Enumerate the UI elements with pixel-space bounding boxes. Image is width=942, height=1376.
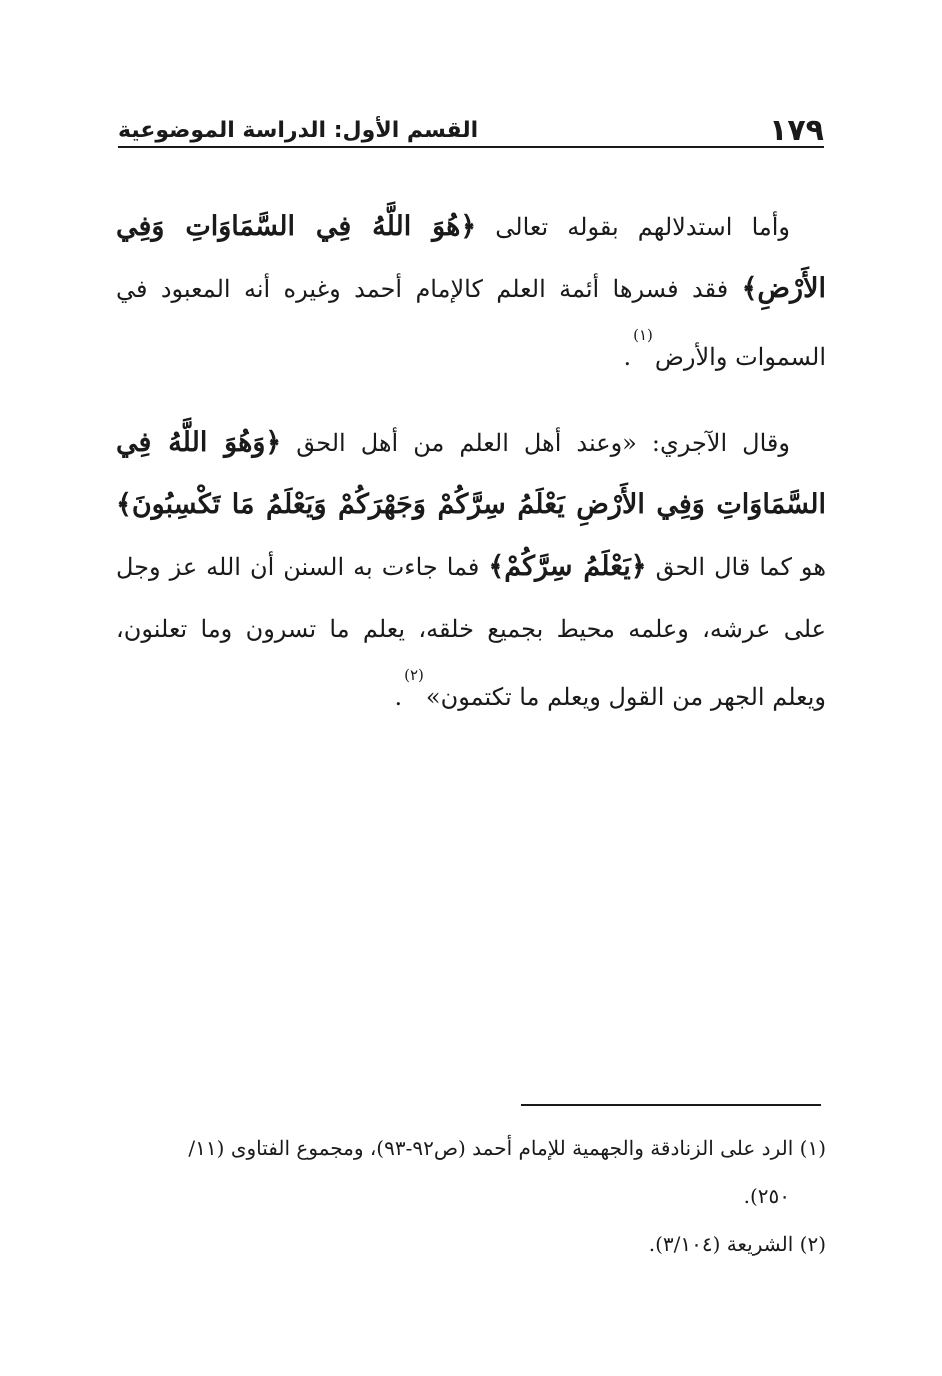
footnote-ref-2[interactable]: (٢) (404, 666, 424, 684)
footnote-1-continuation: ٢٥٠). (743, 1184, 790, 1208)
paragraph-1-end: . (623, 343, 632, 371)
quran-verse: ﴿يَعْلَمُ سِرَّكُمْ﴾ (488, 551, 647, 582)
quran-verse: ﴿هُوَ اللَّهُ فِي السَّمَاوَاتِ وَفِي الأَرْضِ﴾ (116, 211, 826, 304)
paragraph-2-body: فما جاءت به السنن أن الله عز وجل على عرشه، وعلمه محيط بجميع خلقه، يعلم ما تسرون وما تعلنون، ويعلم الجهر من القول ويعلم ما تكتمون» (116, 553, 826, 711)
paragraph-1-intro: وأما استدلالهم بقوله تعالى (476, 213, 790, 241)
footnote-ref-1[interactable]: (١) (633, 326, 653, 344)
footnote-2: (٢) الشريعة (٣/١٠٤). (648, 1232, 826, 1256)
footnote-1: (١) الرد على الزنادقة والجهمية للإمام أحمد (ص٩٢-٩٣)، ومجموع الفتاوى (١١/ (188, 1136, 826, 1160)
paragraph-2-end: . (394, 683, 403, 711)
footnotes (116, 1124, 826, 1268)
paragraph-2-middle: هو كما قال الحق (646, 553, 826, 581)
paragraph-1 (116, 196, 826, 388)
running-head (118, 102, 824, 146)
main-text (116, 196, 826, 728)
paragraph-2-intro: وقال الآجري: «وعند أهل العلم من أهل الحق (281, 429, 790, 457)
section-title: القسم الأول: الدراسة الموضوعية (118, 118, 479, 143)
header-rule (118, 146, 824, 148)
footnote-separator (521, 1104, 821, 1106)
page-number: ١٧٩ (769, 113, 824, 148)
paragraph-2 (116, 412, 826, 728)
paragraph-1-body: فقد فسرها أئمة العلم كالإمام أحمد وغيره أنه المعبود في السموات والأرض (116, 275, 826, 371)
quran-verse: ﴿وَهُوَ اللَّهُ فِي السَّمَاوَاتِ وَفِي الأَرْضِ يَعْلَمُ سِرَّكُمْ وَجَهْرَكُمْ وَيَعْلَمُ مَا تَكْسِبُونَ﴾ (116, 427, 826, 520)
